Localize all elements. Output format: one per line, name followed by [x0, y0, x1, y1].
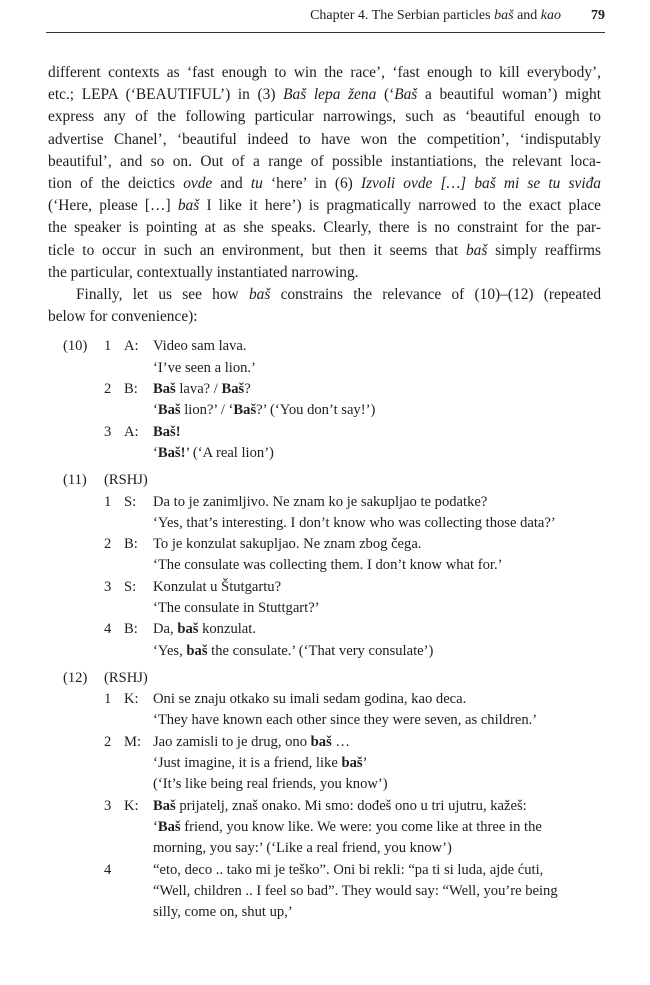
text-segment: express any of the following particular narrowings, such as ‘beautiful enough to	[48, 108, 601, 126]
text-segment: ‘Yes,	[153, 642, 187, 659]
text-segment: the particular, contextually instantiated narrowing.	[48, 263, 359, 281]
bold-text: baš	[341, 755, 363, 772]
utterance	[153, 881, 558, 902]
example-line	[48, 358, 601, 379]
text-segment: (‘It’s like being real friends, you know’)	[153, 776, 388, 793]
text-segment: …	[331, 733, 351, 750]
example-line	[48, 689, 601, 710]
text-line	[48, 217, 601, 239]
text-segment: advertise Chanel’, ‘beautiful indeed to have won the competition’, ‘indisputably	[48, 130, 601, 148]
example-line	[48, 619, 601, 640]
example-line	[48, 732, 601, 753]
example-line	[48, 577, 601, 598]
bold-text: Baš!	[157, 444, 186, 461]
italic-text: ovde	[183, 175, 213, 193]
turn-number: 3	[104, 578, 112, 595]
example-number: (11)	[63, 472, 87, 489]
text-segment: the speaker is pointing at as she speaks. Clearly, there is no constraint for the par-	[48, 219, 601, 237]
text-line	[48, 173, 601, 195]
text-segment: different contexts as ‘fast enough to win the race’, ‘fast enough to kill everybody’,	[48, 64, 601, 81]
text-segment: ‘Yes, that’s interesting. I don’t know who was collecting those data?’	[153, 514, 556, 531]
speaker-label: B:	[124, 536, 138, 553]
text-segment: Video sam lava.	[153, 338, 247, 355]
text-segment: Oni se znaju otkako su imali sedam godina, kao deca.	[153, 691, 467, 708]
italic-text: Baš lepa žena	[283, 86, 377, 104]
text-segment: Jao zamisli to je drug, ono	[153, 733, 311, 750]
text-segment: ?	[244, 381, 251, 398]
text-segment: ‘	[153, 818, 158, 835]
example-line	[48, 422, 601, 443]
text-segment: (‘Here, please […]	[48, 197, 178, 215]
text-segment: konzulat.	[198, 621, 256, 638]
text-line	[48, 284, 601, 306]
example-line	[48, 534, 601, 555]
bold-text: Baš	[157, 818, 181, 835]
text-segment: morning, you say:’ (‘Like a real friend, you know’)	[153, 840, 452, 857]
bold-text: Baš	[221, 381, 245, 398]
chapter-title: Chapter 4. The Serbian particles baš and kao	[310, 8, 561, 23]
text-line	[48, 151, 601, 173]
turn-number: 3	[104, 797, 112, 814]
example-line	[48, 774, 601, 795]
example-line	[48, 470, 601, 491]
speaker-label: B:	[124, 621, 138, 638]
utterance	[153, 336, 247, 357]
italic-text: Baš	[394, 86, 418, 104]
bold-text: baš	[310, 733, 332, 750]
turn-number: 1	[104, 691, 112, 708]
source-label: (RSHJ)	[104, 669, 148, 686]
example-line	[48, 753, 601, 774]
example-line	[48, 838, 601, 859]
page-number: 79	[591, 8, 605, 23]
text-segment: etc.; LEPA (‘BEAUTIFUL’) in (3)	[48, 86, 284, 104]
text-segment: a beautiful woman’) might	[417, 86, 601, 104]
text-segment: prijatelj, znaš onako. Mi smo: dođeš ono u tri ujutru, kažeš:	[175, 797, 527, 814]
text-line	[48, 62, 601, 84]
text-segment: “Well, children .. I feel so bad”. They would say: “Well, you’re being	[153, 882, 558, 899]
turn-number: 2	[104, 381, 112, 398]
italic-text: tu	[250, 175, 263, 193]
example-line	[48, 881, 601, 902]
italic-text: Izvoli ovde […] baš mi se tu sviđa	[360, 175, 601, 193]
speaker-label: M:	[124, 733, 142, 750]
text-segment: Konzulat u Štutgartu?	[153, 578, 282, 595]
speaker-label: S:	[124, 578, 137, 595]
text-segment: Finally, let us see how	[76, 286, 249, 304]
utterance	[153, 774, 388, 795]
paragraph-1	[48, 62, 601, 284]
text-segment: below for convenience):	[48, 308, 198, 326]
utterance	[153, 902, 293, 923]
utterance	[153, 860, 543, 881]
text-segment: To je konzulat sakupljao. Ne znam zbog čega.	[153, 536, 422, 553]
text-segment: simply reaffirms	[487, 241, 601, 259]
example-line	[48, 860, 601, 881]
paragraph-2	[48, 284, 601, 328]
text-segment: ’ (‘A real lion’)	[185, 444, 274, 461]
speaker-label: S:	[124, 493, 137, 510]
text-segment: friend, you know like. We were: you come like at three in the	[180, 818, 542, 835]
speaker-label: K:	[124, 797, 139, 814]
utterance	[153, 732, 350, 753]
bold-text: baš	[177, 621, 199, 638]
text-line	[48, 262, 601, 284]
text-segment: ‘	[153, 402, 158, 419]
example-line	[48, 641, 601, 662]
utterance	[153, 379, 251, 400]
text-segment: beautiful’, and so on. Out of a range of possible instantiations, the relevant loca-	[48, 152, 601, 170]
text-segment: I like it here’) is pragmatically narrowed to the exact place	[199, 197, 601, 215]
speaker-label: A:	[124, 338, 139, 355]
utterance	[153, 689, 466, 710]
example-line	[48, 668, 601, 689]
utterance	[153, 838, 452, 859]
utterance	[153, 598, 320, 619]
utterance	[153, 422, 181, 443]
bold-text: Baš	[153, 797, 176, 814]
text-line	[48, 106, 601, 128]
example-number: (10)	[63, 338, 88, 355]
example-line	[48, 336, 601, 357]
text-segment: lion?’ / ‘	[180, 402, 234, 419]
italic-text: baš	[248, 286, 271, 304]
speaker-label: K:	[124, 691, 139, 708]
utterance	[153, 710, 537, 731]
turn-number: 1	[104, 493, 112, 510]
example-line	[48, 710, 601, 731]
turn-number: 4	[104, 621, 112, 638]
example-number: (12)	[63, 669, 88, 686]
turn-number: 2	[104, 536, 112, 553]
text-segment: ‘The consulate was collecting them. I don’t know what for.’	[153, 557, 503, 574]
utterance	[153, 641, 433, 662]
utterance	[153, 817, 542, 838]
text-segment: and	[212, 175, 251, 193]
example-line	[48, 443, 601, 464]
text-segment: ?’ (‘You don’t say!’)	[256, 402, 376, 419]
utterance	[153, 492, 487, 513]
example-line	[48, 902, 601, 923]
text-segment: “eto, deco .. tako mi je teško”. Oni bi rekli: “pa ti si luda, ajde ćuti,	[153, 861, 544, 878]
turn-number: 4	[104, 861, 112, 878]
text-line	[48, 84, 601, 106]
utterance	[153, 443, 274, 464]
italic-text: baš	[177, 197, 200, 215]
page-body	[48, 62, 601, 923]
text-segment: ‘here’ in (6)	[262, 175, 361, 193]
utterance	[153, 577, 281, 598]
example-line	[48, 379, 601, 400]
utterance	[153, 513, 556, 534]
example-line	[48, 513, 601, 534]
speaker-label: A:	[124, 423, 139, 440]
bold-text: Baš	[233, 402, 257, 419]
italic-text: baš	[465, 241, 488, 259]
example-line	[48, 400, 601, 421]
example-block	[48, 668, 601, 924]
text-segment: silly, come on, shut up,’	[153, 904, 293, 921]
speaker-label: B:	[124, 381, 138, 398]
example-line	[48, 598, 601, 619]
text-segment: lava? /	[175, 381, 222, 398]
text-segment: ticle to occur in such an environment, but then it seems that	[48, 241, 466, 259]
text-line	[48, 306, 601, 328]
text-segment: Da to je zanimljivo. Ne znam ko je sakupljao te podatke?	[153, 493, 488, 510]
text-segment: ‘I’ve seen a lion.’	[153, 359, 256, 376]
text-segment: tion of the deictics	[48, 175, 184, 193]
bold-text: Baš!	[153, 423, 181, 440]
utterance	[153, 358, 256, 379]
running-header	[46, 6, 605, 33]
text-segment: ‘They have known each other since they were seven, as children.’	[153, 712, 538, 729]
example-line	[48, 492, 601, 513]
turn-number: 1	[104, 338, 112, 355]
examples	[48, 336, 601, 923]
text-segment: ‘Just imagine, it is a friend, like	[153, 755, 342, 772]
utterance	[153, 534, 421, 555]
text-segment: ’	[362, 755, 368, 772]
utterance	[153, 796, 527, 817]
text-segment: Da,	[153, 621, 178, 638]
text-line	[48, 240, 601, 262]
text-segment: ‘	[153, 444, 158, 461]
source-label: (RSHJ)	[104, 472, 148, 489]
utterance	[153, 400, 375, 421]
example-block	[48, 470, 601, 662]
utterance	[153, 555, 502, 576]
turn-number: 2	[104, 733, 112, 750]
utterance	[153, 753, 367, 774]
bold-text: Baš	[157, 402, 181, 419]
example-line	[48, 555, 601, 576]
example-line	[48, 796, 601, 817]
bold-text: baš	[186, 642, 208, 659]
text-segment: ‘The consulate in Stuttgart?’	[153, 600, 320, 616]
example-line	[48, 817, 601, 838]
bold-text: Baš	[153, 381, 176, 398]
example-block	[48, 336, 601, 464]
turn-number: 3	[104, 423, 112, 440]
utterance	[153, 619, 256, 640]
text-segment: the consulate.’ (‘That very consulate’)	[207, 642, 434, 659]
text-line	[48, 129, 601, 151]
text-segment: (‘	[376, 86, 395, 104]
text-line	[48, 195, 601, 217]
text-segment: constrains the relevance of (10)–(12) (repeated	[270, 286, 602, 304]
